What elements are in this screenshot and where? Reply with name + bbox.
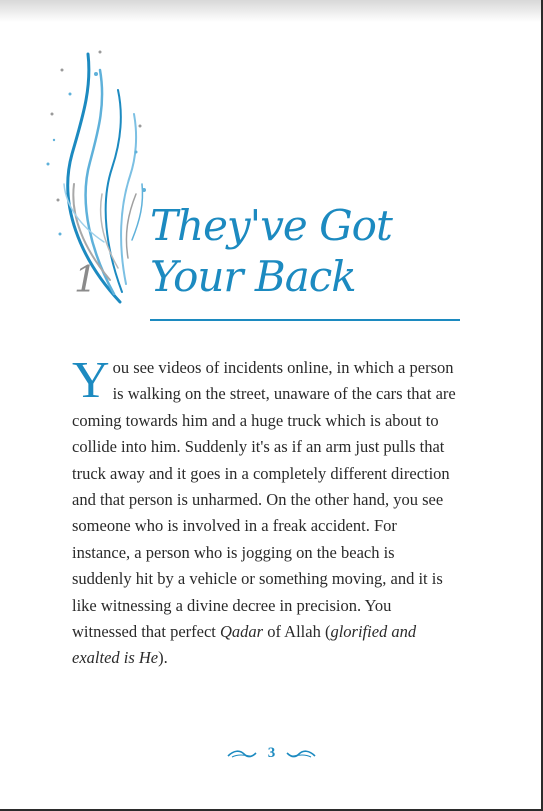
- swash-right-icon: [285, 748, 317, 760]
- body-paragraph: [72, 352, 456, 672]
- page-number: 3: [267, 745, 276, 762]
- feather-ornament: [40, 44, 160, 306]
- paragraph: [72, 352, 456, 672]
- paragraph-text: ou see videos of incidents online, in which a person is walking on the street, unaware of the cars that are coming towards him and a huge truck which is about to collide into him. Suddenly it's as if an arm just pulls that truck away and it goes in a completely different direction and that person is unharmed. On the other hand, you see someone who is involved in a freak accident. For instance, a person who is jogging on the beach is suddenly hit by a vehicle or something moving, and it is like witnessing a divine decree in precision. You witnessed that perfect: [72, 358, 456, 642]
- title-rule: [150, 319, 460, 321]
- honorific-phrase: glorified and exalted is He: [72, 622, 417, 668]
- swash-left-icon: [226, 748, 258, 760]
- chapter-number: 1: [74, 260, 97, 301]
- drop-cap: Y: [72, 352, 110, 409]
- chapter-title: [150, 200, 470, 302]
- qadar-term: Qadar: [219, 622, 264, 642]
- paragraph-text-2: of Allah (: [263, 622, 331, 642]
- page-top-shadow: [0, 0, 543, 22]
- chapter-title-line-1: They've Got: [150, 201, 392, 250]
- page-folio: [0, 745, 543, 762]
- paragraph-closing: ).: [158, 648, 168, 668]
- chapter-title-line-2: Your Back: [150, 252, 356, 301]
